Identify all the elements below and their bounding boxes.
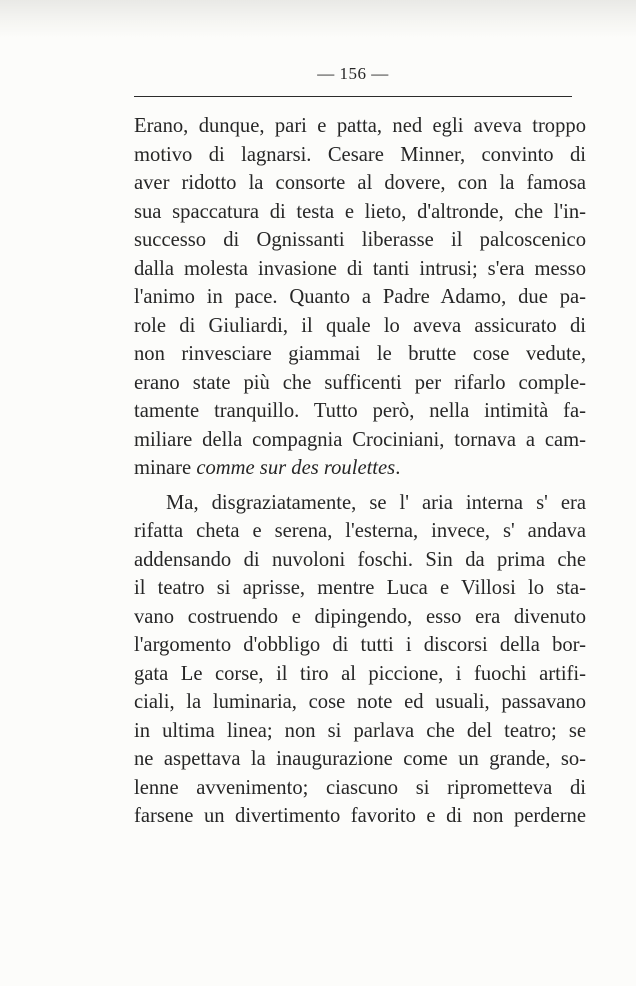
text-line: Erano, dunque, pari e patta, ned egli aveva troppo (134, 115, 586, 137)
text-line: aver ridotto la consorte al dovere, con la famosa (134, 172, 586, 194)
page-top-edge (0, 0, 636, 38)
paragraph-1 (134, 112, 586, 483)
text-line: l'animo in pace. Quanto a Padre Adamo, due pa- (134, 286, 586, 308)
text-line: erano state più che sufficenti per rifarlo comple- (134, 371, 586, 394)
text-line: lenne avvenimento; ciascuno si riprometteva di (134, 776, 586, 799)
text-line: l'argomento d'obbligo di tutti i discorsi della bor- (134, 634, 586, 656)
text-line: sua spaccatura di testa e lieto, d'altronde, che l'in- (134, 200, 586, 223)
text-line: ciali, la luminaria, cose note ed usuali, passavano (134, 691, 586, 713)
text-line-first: Ma, disgraziatamente, se l' aria interna s' era (166, 491, 586, 514)
italic-phrase: comme sur des roulettes (196, 457, 396, 479)
text-fragment: . (395, 457, 401, 479)
text-line: role di Giuliardi, il quale lo aveva assicurato di (134, 314, 586, 337)
text-line: in ultima linea; non si parlava che del teatro; se (134, 719, 586, 742)
text-line: non rinvesciare giammai le brutte cose vedute, (134, 343, 586, 365)
paragraph-2 (134, 489, 586, 831)
body-text (134, 112, 586, 831)
text-line: successo di Ognissanti liberasse il palcoscenico (134, 229, 586, 251)
text-line: miliare della compagnia Crociniani, tornava a cam- (134, 428, 586, 451)
text-line: vano costruendo e dipingendo, esso era divenuto (134, 605, 586, 628)
text-line-last (134, 454, 586, 483)
text-line: il teatro si aprisse, mentre Luca e Villosi lo sta- (134, 577, 586, 599)
text-line: addensando di nuvoloni foschi. Sin da prima che (134, 548, 586, 571)
text-line: motivo di lagnarsi. Cesare Minner, convinto di (134, 143, 586, 166)
text-line: farsene un divertimento favorito e di non perderne (134, 805, 586, 827)
text-line: tamente tranquillo. Tutto però, nella intimità fa- (134, 400, 586, 422)
text-fragment: minare (134, 457, 197, 479)
text-line: gata Le corse, il tiro al piccione, i fuochi artifi- (134, 662, 586, 685)
text-line: ne aspettava la inaugurazione come un grande, so- (134, 748, 586, 770)
text-line: dalla molesta invasione di tanti intrusi; s'era messo (134, 257, 586, 280)
text-line: rifatta cheta e serena, l'esterna, invece, s' andava (134, 520, 586, 542)
page-number: — 156 — (317, 64, 389, 83)
header-rule (134, 96, 572, 97)
